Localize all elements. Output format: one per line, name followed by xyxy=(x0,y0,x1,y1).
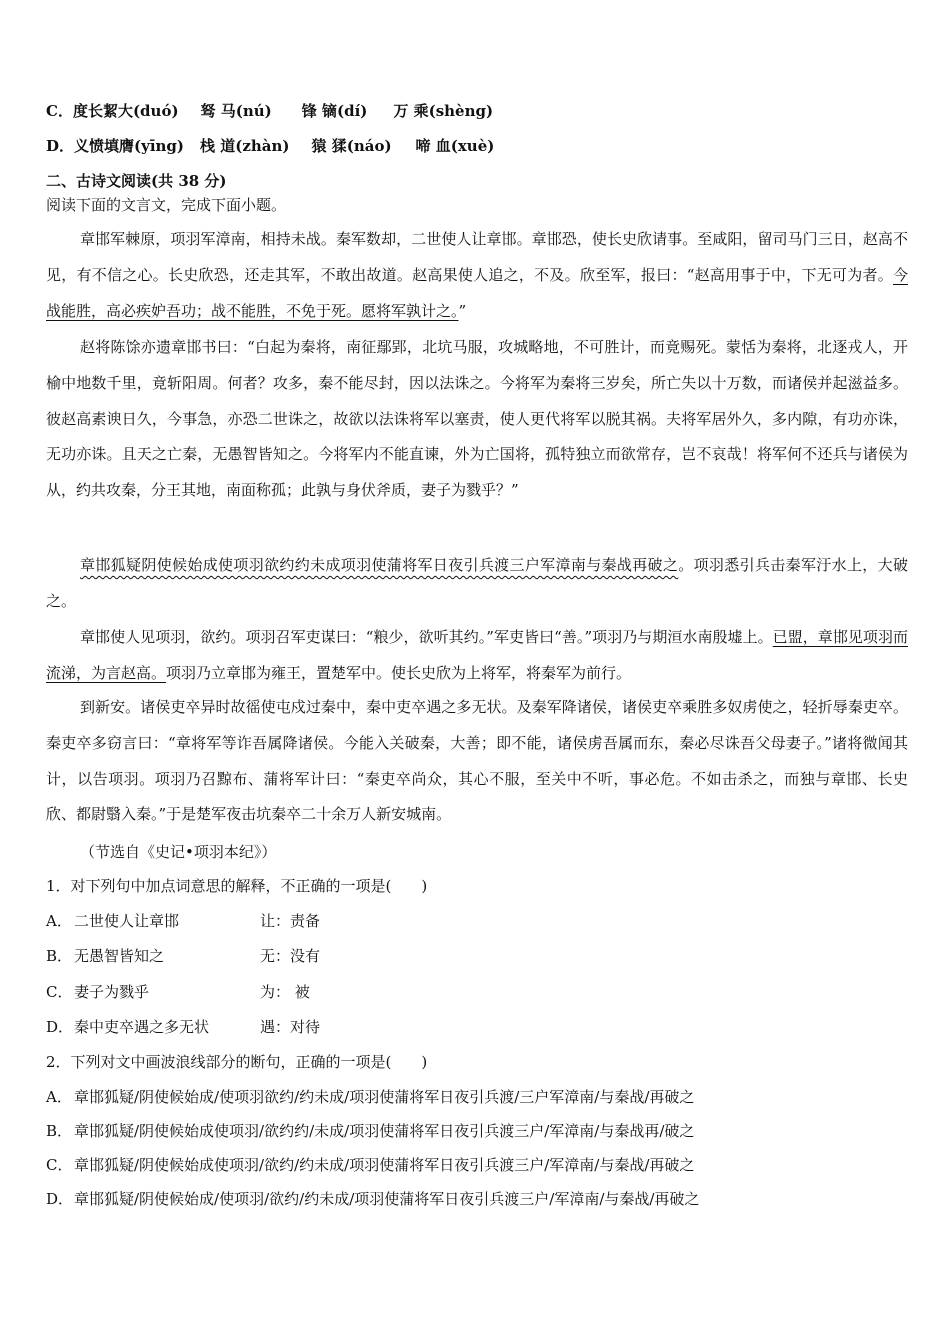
question-2-option-a: A． 章邯狐疑/阴使候始成/使项羽欲约/约未成/项羽使蒲将军日夜引兵渡/三户军漳南/与秦战/再破之 xyxy=(46,1088,695,1106)
question-2-option-d: D．章邯狐疑/阴使候始成/使项羽/欲约/约未成/项羽使蒲将军日夜引兵渡三户/军漳南/与秦战/再破之 xyxy=(46,1190,700,1208)
vocab-item: 猿 猱(náo) xyxy=(311,137,392,155)
passage-text: ” xyxy=(458,301,467,320)
question-1-option-a: A． 二世使人让章邯 让：责备 xyxy=(46,912,321,930)
vocab-option-c xyxy=(46,101,493,121)
question-1-option-d: D．秦中吏卒遇之多无状 遇：对待 xyxy=(46,1018,321,1036)
vocab-item: 啼 血(xuè) xyxy=(415,137,495,155)
passage-paragraph-3 xyxy=(46,548,908,620)
passage-text: 章邯使人见项羽，欲约。项羽召军吏谋曰：“粮少，欲听其约。”军吏皆曰“善。”项羽乃与期洹水南殷墟上。 xyxy=(80,628,773,646)
question-1-stem: 1．对下列句中加点词意思的解释，不正确的一项是( ) xyxy=(46,877,428,895)
question-1-option-c: C． 妻子为戮乎 为： 被 xyxy=(46,983,310,1001)
passage-text: 章邯军棘原，项羽军漳南，相持未战。秦军数却，二世使人让章邯。章邯恐，使长史欣请事。至咸阳，留司马门三日，赵高不见，有不信之心。长史欣恐，还走其军，不敢出故道。赵高果使人追之，不及。欣至军，报曰：“赵高用事于中，下无可为者。 xyxy=(46,230,908,284)
passage-paragraph-5: 到新安。诸侯吏卒异时故徭使屯戍过秦中，秦中吏卒遇之多无状。及秦军降诸侯，诸侯吏卒乘胜多奴虏使之，轻折辱秦吏卒。秦吏卒多窃言曰：“章将军等诈吾属降诸侯。今能入关破秦，大善；即不能，诸侯虏吾属而东，秦必尽诛吾父母妻子。”诸将微闻其计，以告项羽。项羽乃召黥布、蒲将军计曰：“秦吏卒尚众，其心不服，至关中不听，事必危。不如击杀之，而独与章邯、长史欣、都尉翳入秦。”于是楚军夜击坑秦卒二十余万人新安城南。 xyxy=(46,698,908,824)
underlined-sentence: 今战能胜，高必疾妒吾功；战不能胜，不免于死。愿将军孰计之。 xyxy=(46,265,908,320)
passage-text: 。项羽悉引兵击秦军汙水上，大破之。 xyxy=(46,556,908,610)
question-2-option-b: B． 章邯狐疑/阴使候始成使项羽/欲约约/未成/项羽使蒲将军日夜引兵渡三户/军漳南/与秦战再/破之 xyxy=(46,1122,695,1140)
passage-text: 项羽乃立章邯为雍王，置楚军中。使长史欣为上将军，将秦军为前行。 xyxy=(166,663,632,682)
vocab-item: 万 乘(shèng) xyxy=(393,102,494,120)
passage-paragraph-2: 赵将陈馀亦遗章邯书曰：“白起为秦将，南征鄢郢，北坑马服，攻城略地，不可胜计，而竟赐死。蒙恬为秦将，北逐戎人，开榆中地数千里，竟斩阳周。何者？攻多，秦不能尽封，因以法诛之。今将军为秦将三岁矣，所亡失以十万数，而诸侯并起滋益多。彼赵高素谀日久，今事急，亦恐二世诛之，故欲以法诛将军以塞责，使人更代将军以脱其祸。夫将军居外久，多内隙，有功亦诛，无功亦诛。且天之亡秦，无愚智皆知之。今将军内不能直谏，外为亡国将，孤特独立而欲常存，岂不哀哉！将军何不还兵与诸侯为从，约共攻秦，分王其地，南面称孤；此孰与身伏斧质，妻子为戮乎？” xyxy=(46,338,908,500)
option-letter: D． xyxy=(46,137,75,155)
passage-source: （节选自《史记•项羽本纪》） xyxy=(80,843,277,861)
vocab-item: 度长絜大(duó) xyxy=(72,102,179,120)
question-2-option-c: C． 章邯狐疑/阴使候始成使项羽/欲约/约未成/项羽使蒲将军日夜引兵渡三户/军漳南/与秦战/再破之 xyxy=(46,1156,695,1174)
section-instruction: 阅读下面的文言文，完成下面小题。 xyxy=(46,196,287,214)
question-1-option-b: B． 无愚智皆知之 无：没有 xyxy=(46,947,321,965)
passage-paragraph-1 xyxy=(46,222,908,329)
vocab-option-d xyxy=(46,136,494,156)
vocab-item: 栈 道(zhàn) xyxy=(200,137,290,155)
vocab-item: 义愤填膺(yīng) xyxy=(74,137,185,155)
passage-paragraph-4 xyxy=(46,620,908,692)
section-title: 二、古诗文阅读(共 38 分) xyxy=(46,172,227,190)
question-2-stem: 2．下列对文中画波浪线部分的断句，正确的一项是( ) xyxy=(46,1053,428,1071)
vocab-item: 驽 马(nú) xyxy=(200,102,272,120)
underlined-sentence: 已盟，章邯见项羽而流涕，为言赵高。 xyxy=(46,628,908,682)
wavy-underlined-text: 章邯狐疑阴使候始成使项羽欲约约未成项羽使蒲将军日夜引兵渡三户军漳南与秦战再破之 xyxy=(80,556,679,574)
option-letter: C． xyxy=(46,102,73,120)
vocab-item: 锋 镝(dí) xyxy=(301,102,368,120)
